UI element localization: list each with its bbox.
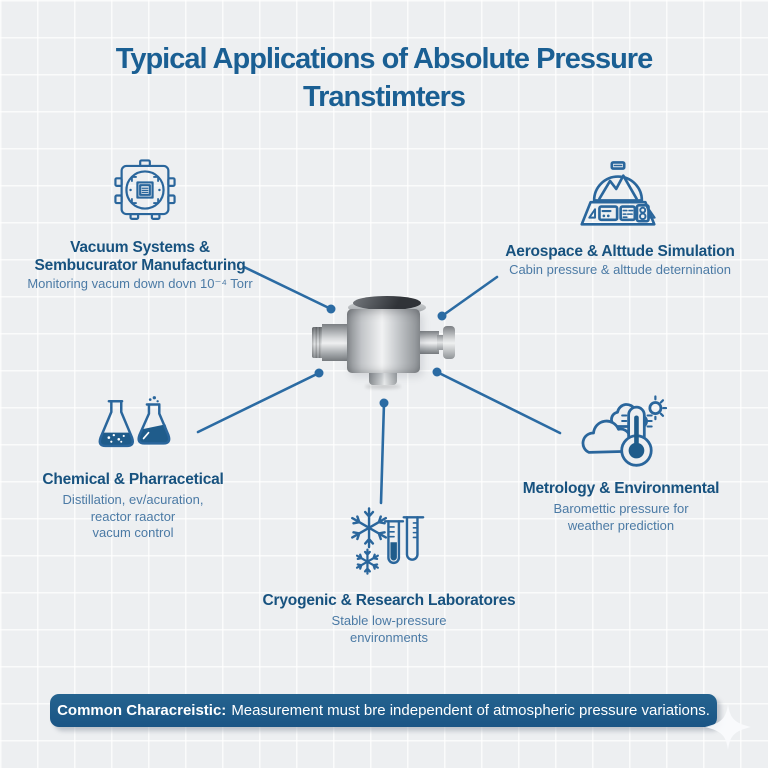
subtext-line: Stable low-pressure: [331, 613, 447, 628]
transmitter-bottom-port: [369, 372, 397, 385]
section-subtext-cryogenic: [332, 613, 447, 646]
page-title-line2: Transtimters: [302, 81, 466, 113]
transmitter-right-flange: [443, 326, 455, 359]
connector-metrology: [437, 372, 560, 433]
connector-aerospace: [442, 277, 497, 316]
section-subtext-vacuum: [27, 276, 252, 293]
banner-text: Measurement must bre independent of atmospheric pressure variations.: [231, 702, 710, 719]
weather-barometer-icon: [576, 395, 672, 471]
transmitter-cap: [353, 296, 421, 310]
chemical-flasks-icon: [89, 396, 175, 466]
footer-banner: [50, 694, 717, 727]
cryogenic-snowflake-testtubes-icon: [347, 506, 425, 577]
altitude-chamber-icon: [572, 158, 664, 234]
subtext-line: environments: [349, 629, 429, 645]
subtext-line: Distillation, ev/acuration,: [62, 492, 204, 507]
subtext-line: weather prediction: [567, 517, 675, 533]
section-heading-chemical: [42, 471, 223, 489]
subtext-line: vacum control: [92, 525, 174, 540]
section-subtext-aerospace: [509, 262, 731, 279]
heading-line: Chemical & Pharracetical: [42, 471, 224, 488]
transmitter-left-port: [322, 324, 348, 361]
section-subtext-metrology: [553, 501, 688, 534]
connector-vacuum: [244, 267, 331, 309]
page-title-line1: Typical Applications of Absolute Pressure: [115, 43, 653, 75]
subtext-line: reactor raactor: [90, 508, 176, 524]
section-heading-cryogenic: [263, 592, 516, 610]
heading-line: Cryogenic & Research Laboratores: [262, 592, 516, 609]
page-title: [0, 40, 768, 116]
heading-line: Sembucurator Manufacturing: [34, 256, 246, 274]
subtext-line: Baromettic pressure for: [553, 501, 689, 516]
transmitter-right-port: [419, 331, 439, 354]
heading-line: Metrology & Environmental: [522, 480, 720, 497]
connector-cryogenic: [381, 403, 384, 503]
subtext-line: Monitoring vacum down dovn 10⁻⁴ Torr: [27, 276, 253, 291]
heading-line: Vacuum Systems &: [70, 239, 210, 256]
transmitter-body: [347, 309, 420, 373]
heading-line: Aerospace & Alttude Simulation: [505, 243, 735, 260]
section-heading-vacuum: [35, 239, 246, 274]
connector-chemical: [198, 373, 319, 432]
vacuum-chamber-icon: [112, 157, 178, 223]
section-subtext-chemical: [63, 492, 204, 542]
section-heading-aerospace: [505, 243, 734, 261]
section-heading-metrology: [523, 480, 720, 498]
subtext-line: Cabin pressure & alttude deternination: [509, 262, 731, 277]
sparkle-icon: [705, 704, 751, 750]
banner-bold-text: Common Characreistic:: [57, 702, 227, 719]
